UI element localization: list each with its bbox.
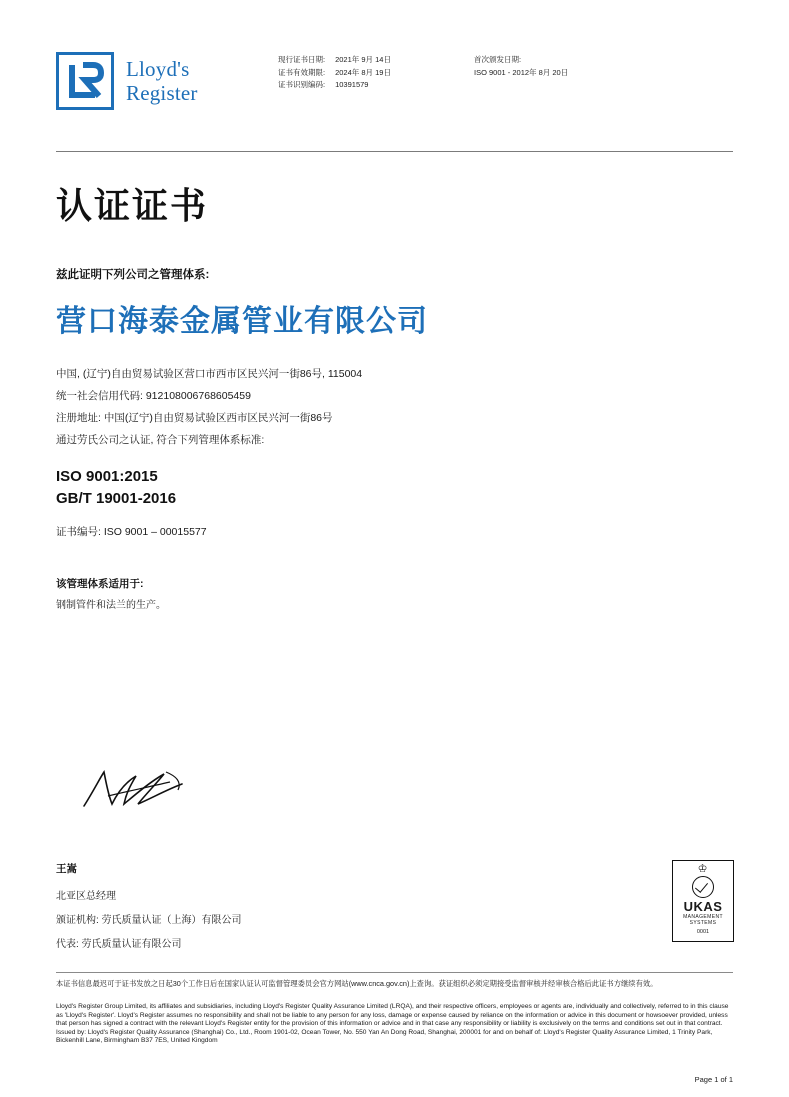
credit-code-line: 统一社会信用代码: 912108006768605459 bbox=[56, 390, 251, 402]
meta-values-left bbox=[335, 54, 391, 92]
signature-image bbox=[78, 760, 198, 820]
meta-value-expiry-date: 2024年 8月 19日 bbox=[335, 67, 391, 77]
footer-chinese-disclaimer: 本证书信息最迟可于证书发放之日起30个工作日后在国家认证认可监督管理委员会官方网站(www.cnca.gov.cn)上查询。获证组织必须定期接受监督审核并经审核合格后此证书方继续有效。 bbox=[56, 979, 658, 988]
standard-gbt19001: GB/T 19001-2016 bbox=[56, 490, 177, 507]
meta-first-issue bbox=[474, 54, 568, 92]
meta-group-dates bbox=[278, 54, 474, 92]
ukas-accreditation-mark bbox=[672, 860, 734, 942]
logo-wordmark-line2: Register bbox=[126, 81, 198, 105]
document-header bbox=[56, 52, 733, 132]
check-mark-icon bbox=[692, 876, 714, 898]
registered-address-line: 注册地址: 中国(辽宁)自由贸易试验区西市区民兴河一街86号 bbox=[56, 412, 333, 424]
issuing-representative: 代表: 劳氏质量认证有限公司 bbox=[56, 939, 182, 950]
signatory-title: 北亚区总经理 bbox=[56, 891, 116, 902]
signatory-name: 王嵩 bbox=[56, 863, 77, 875]
page-number: Page 1 of 1 bbox=[694, 1075, 733, 1084]
conformity-statement: 通过劳氏公司之认证, 符合下列管理体系标准: bbox=[56, 434, 265, 446]
ukas-label: UKAS bbox=[683, 899, 723, 914]
ukas-sub-line1: MANAGEMENT bbox=[683, 914, 723, 920]
lr-monogram-icon bbox=[56, 52, 114, 110]
logo-wordmark bbox=[126, 57, 198, 105]
meta-label-expiry-date: 证书有效期限: bbox=[278, 67, 326, 77]
meta-value-first-issue: ISO 9001 - 2012年 8月 20日 bbox=[474, 67, 569, 77]
address-block bbox=[56, 363, 362, 451]
company-name: 营口海泰金属管业有限公司 bbox=[56, 304, 428, 339]
signatory-details bbox=[56, 885, 242, 957]
header-divider bbox=[56, 151, 733, 152]
intro-text: 兹此证明下列公司之管理体系: bbox=[56, 269, 210, 281]
ukas-sub-line2: SYSTEMS bbox=[689, 920, 717, 926]
standard-iso9001: ISO 9001:2015 bbox=[56, 468, 158, 485]
lloyds-register-logo bbox=[56, 52, 198, 110]
meta-label-current-date: 现行证书日期: bbox=[278, 55, 326, 64]
logo-wordmark-line1: Lloyd's bbox=[126, 57, 190, 81]
meta-label-cert-id: 证书识别编码: bbox=[278, 80, 326, 89]
standards-list bbox=[56, 466, 176, 510]
ukas-number: 0001 bbox=[696, 929, 710, 935]
meta-group-first-issue bbox=[474, 54, 568, 92]
certificate-number: 证书编号: ISO 9001 – 00015577 bbox=[56, 526, 207, 538]
address-line-1: 中国, (辽宁)自由贸易试验区营口市西市区民兴河一街86号, 115004 bbox=[56, 368, 363, 380]
crown-icon: ♔ bbox=[697, 863, 709, 875]
scope-text: 钢制管件和法兰的生产。 bbox=[56, 600, 166, 611]
meta-value-current-date: 2021年 9月 14日 bbox=[335, 55, 391, 64]
certificate-meta bbox=[278, 54, 568, 92]
meta-label-first-issue: 首次颁发日期: bbox=[474, 55, 522, 64]
page-title: 认证证书 bbox=[56, 186, 209, 227]
scope-heading: 该管理体系适用于: bbox=[56, 578, 144, 590]
meta-labels-left bbox=[278, 54, 325, 92]
footer-english-disclaimer: Lloyd's Register Group Limited, its affiliates and subsidiaries, including Lloyd's Register Quality Assurance Limited (LRQA), and their respective officers, employees or agents are, individually and collectively, referred to in this clause as 'Lloyd's Register'. Lloyd's Register assumes no responsibility and shall not be liable to any person for any loss, damage or expense caused by reliance on the information or advice in this document or howsoever provided, unless that person has signed a contract with the relevant Lloyd's Register entity for the provision of this information or advice and in that case any responsibility or liability is exclusively on the terms and conditions set out in that contract. Issued by: Lloyd's Register Quality Assurance (Shanghai) Co., Ltd., Room 1901-02, Ocean Tower, No. 550 Yan An Dong Road, Shanghai, 200001 for and on behalf of: Lloyd's Register Quality Assurance Limited, 1 Trinity Park, Bickenhill Lane, Birmingham B37 7ES, United Kingdom bbox=[56, 1003, 729, 1045]
issuing-body: 颁证机构: 劳氏质量认证（上海）有限公司 bbox=[56, 915, 242, 926]
meta-value-cert-id: 10391579 bbox=[335, 80, 369, 89]
footer-divider bbox=[56, 972, 733, 973]
